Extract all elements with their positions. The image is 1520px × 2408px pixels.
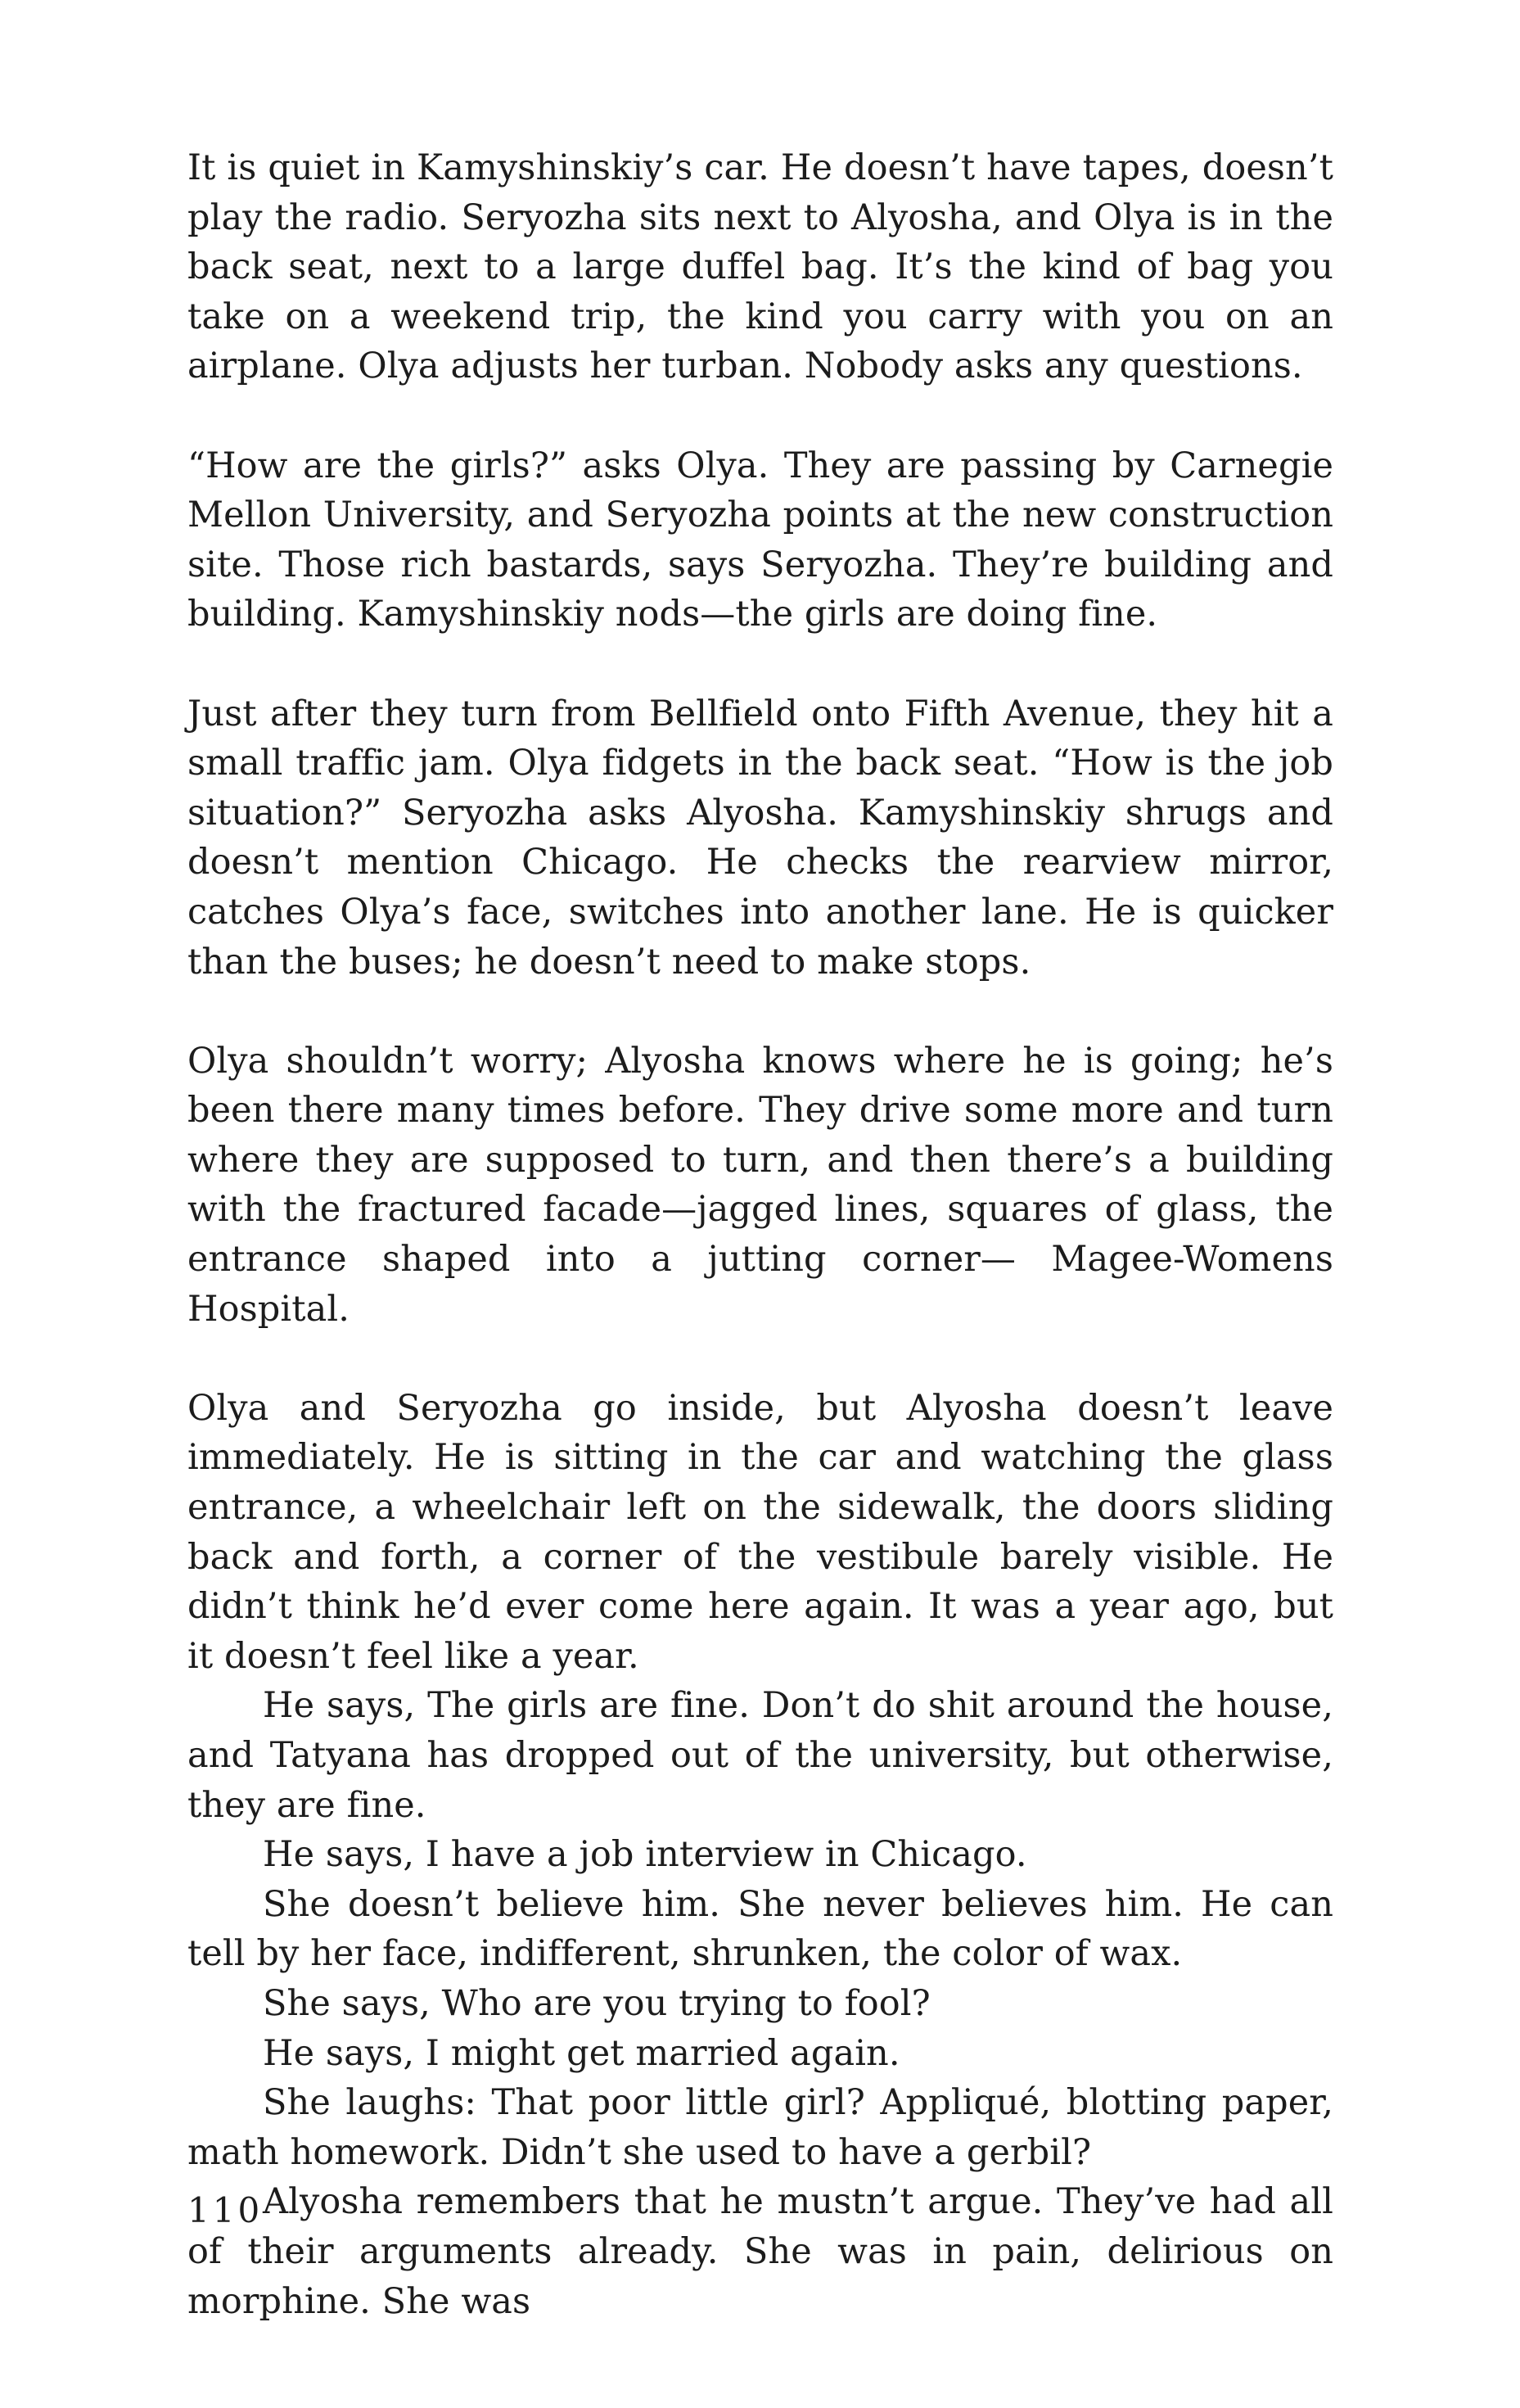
paragraph: He says, I have a job interview in Chicago. bbox=[263, 1834, 1027, 1876]
paragraph: Just after they turn from Bellfield onto Fifth Avenue, they hit a small traffic jam. Olya fidgets in the back seat. “How is the job situation?” Seryozha asks Alyosha. Kamyshinskiy shrugs and doesn’t mention Chicago. He checks the rearview mirror, catches Olya’s face, switches into another lane. He is quicker than the buses; he doesn’t need to make stops. bbox=[187, 693, 1333, 983]
paragraph: Alyosha remembers that he mustn’t argue. They’ve had all of their arguments already. She was in pain, delirious on morphine. She was bbox=[187, 2181, 1333, 2322]
paragraph: It is quiet in Kamyshinskiy’s car. He doesn’t have tapes, doesn’t play the radio. Seryozha sits next to Alyosha, and Olya is in the back seat, next to a large duffel bag. It’s the kind of bag you take on a weekend trip, the kind you carry with you on an airplane. Olya adjusts her turban. Nobody asks any questions. bbox=[187, 147, 1333, 387]
paragraph: She says, Who are you trying to fool? bbox=[263, 1982, 931, 2024]
paragraph: She laughs: That poor little girl? Appliqué, blotting paper, math homework. Didn’t she used to have a gerbil? bbox=[187, 2082, 1333, 2173]
paragraph: She doesn’t believe him. She never believes him. He can tell by her face, indifferent, shrunken, the color of wax. bbox=[187, 1883, 1333, 1975]
paragraph: He says, I might get married again. bbox=[263, 2032, 900, 2074]
body-text bbox=[187, 143, 1333, 2326]
page-number: 110 bbox=[187, 2190, 264, 2230]
paragraph: Olya and Seryozha go inside, but Alyosha doesn’t leave immediately. He is sitting in the car and watching the glass entrance, a wheelchair left on the sidewalk, the doors sliding back and forth, a corner of the vestibule barely visible. He didn’t think he’d ever come here again. It was a year ago, but it doesn’t feel like a year. bbox=[187, 1387, 1333, 1677]
paragraph: He says, The girls are fine. Don’t do shit around the house, and Tatyana has dropped out of the university, but otherwise, they are fine. bbox=[187, 1685, 1333, 1826]
paragraph: Olya shouldn’t worry; Alyosha knows where he is going; he’s been there many times before. They drive some more and turn where they are supposed to turn, and then there’s a building with the fractured facade—jagged lines, squares of glass, the entrance shaped into a jutting corner— Magee-Womens Hospital. bbox=[187, 1040, 1333, 1330]
paragraph: “How are the girls?” asks Olya. They are passing by Carnegie Mellon University, and Seryozha points at the new construction site. Those rich bastards, says Seryozha. They’re building and building. Kamyshinskiy nods—the girls are doing fine. bbox=[187, 445, 1333, 635]
